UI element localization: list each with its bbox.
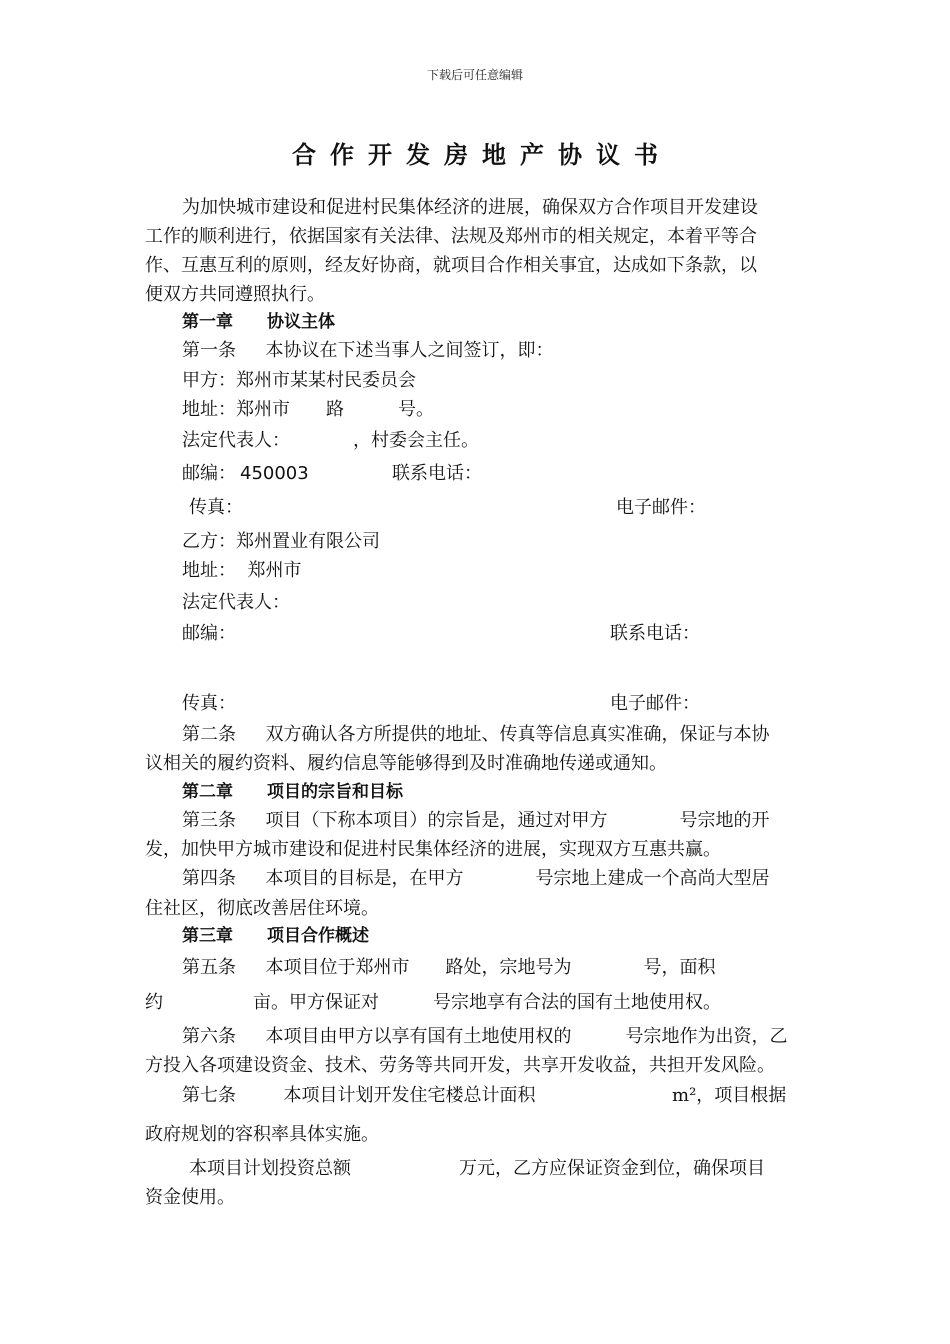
investment-line-2: 资金使用。 <box>145 1187 235 1208</box>
party-b-fax-label: 传真： <box>182 693 236 714</box>
article-1: 第一条 本协议在下述当事人之间签订，即： <box>182 340 554 361</box>
intro-line-2: 工作的顺利进行，依据国家有关法律、法规及郑州市的相关规定，本着平等合 <box>145 226 757 247</box>
party-b-representative: 法定代表人： <box>182 592 290 613</box>
party-a-phone-label: 联系电话： <box>392 463 482 484</box>
party-a-email-label: 电子邮件： <box>616 497 706 518</box>
investment-line-1: 本项目计划投资总额 万元，乙方应保证资金到位，确保项目 <box>189 1158 765 1179</box>
chapter-1-heading: 第一章 协议主体 <box>182 312 335 332</box>
party-a-fax-label: 传真： <box>189 497 243 518</box>
party-b-phone-label: 联系电话： <box>610 623 700 644</box>
intro-line-3: 作、互惠互利的原则，经友好协商，就项目合作相关事宜，达成如下条款，以 <box>145 255 757 276</box>
page-header-note: 下载后可任意编辑 <box>426 68 523 82</box>
chapter-3-heading: 第三章 项目合作概述 <box>182 926 369 946</box>
party-b-address: 地址： 郑州市 <box>182 560 302 581</box>
party-b-zip-label: 邮编： <box>182 623 236 644</box>
article-3-line-2: 发，加快甲方城市建设和促进村民集体经济的进展，实现双方互惠共赢。 <box>145 839 721 860</box>
article-7-line-2: 政府规划的容积率具体实施。 <box>145 1124 379 1145</box>
party-a-zip-value: 450003 <box>240 463 309 484</box>
document-title: 合作开发房地产协议书 <box>292 141 672 169</box>
article-7-line-1: 第七条 本项目计划开发住宅楼总计面积 <box>182 1085 536 1106</box>
article-6-line-1: 第六条 本项目由甲方以享有国有土地使用权的 号宗地作为出资，乙 <box>182 1026 788 1047</box>
article-4-line-1: 第四条 本项目的目标是，在甲方 号宗地上建成一个高尚大型居 <box>182 868 770 889</box>
intro-line-1: 为加快城市建设和促进村民集体经济的进展，确保双方合作项目开发建设 <box>182 197 758 218</box>
party-a-name: 甲方：郑州市某某村民委员会 <box>182 370 416 391</box>
party-b-email-label: 电子邮件： <box>610 693 700 714</box>
article-2-line-1: 第二条 双方确认各方所提供的地址、传真等信息真实准确，保证与本协 <box>182 724 770 745</box>
chapter-2-heading: 第二章 项目的宗旨和目标 <box>182 782 403 802</box>
party-a-address: 地址：郑州市 路 号。 <box>182 399 434 420</box>
article-2-line-2: 议相关的履约资料、履约信息等能够得到及时准确地传递或通知。 <box>145 753 667 774</box>
party-a-representative: 法定代表人： ，村委会主任。 <box>182 430 479 451</box>
intro-line-4: 便双方共同遵照执行。 <box>145 284 325 305</box>
article-3-line-1: 第三条 项目（下称本项目）的宗旨是，通过对甲方 号宗地的开 <box>182 810 770 831</box>
party-a-zip-label: 邮编： <box>182 463 236 484</box>
party-b-name: 乙方：郑州置业有限公司 <box>182 531 380 552</box>
article-4-line-2: 住社区，彻底改善居住环境。 <box>145 898 379 919</box>
article-6-line-2: 方投入各项建设资金、技术、劳务等共同开发，共享开发收益，共担开发风险。 <box>145 1055 775 1076</box>
article-7-unit: m²，项目根据 <box>672 1085 787 1106</box>
article-5-line-2: 约 亩。甲方保证对 号宗地享有合法的国有土地使用权。 <box>145 992 721 1013</box>
article-5-line-1: 第五条 本项目位于郑州市 路处，宗地号为 号，面积 <box>182 957 716 978</box>
